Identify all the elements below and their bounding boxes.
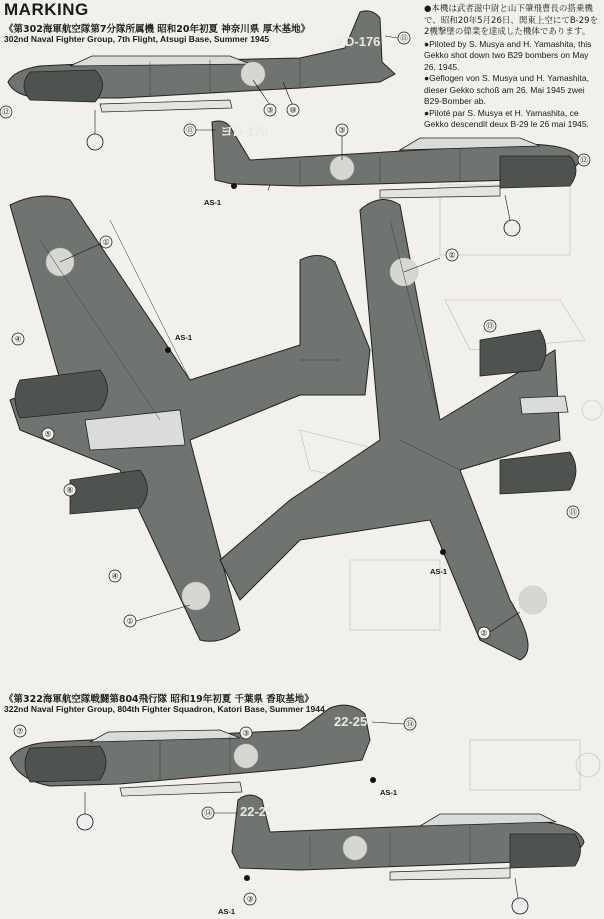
plan-top-view [10,196,370,641]
callout-4b: ④ [111,571,119,581]
callout-1b: ① [126,616,134,626]
tail-code-2a: 22-25 [334,714,368,729]
callout-11a: ⑪ [400,33,408,43]
callout-7: ⑦ [16,726,24,736]
plan-bottom-view [220,200,579,660]
note-french: ●Piloté par S. Musya et H. Yamashita, ce Gekko descendit deux B-29 le 26 mai 1945. [424,107,589,129]
as1-label-c: AS-1 [430,567,448,576]
callout-5: ⑤ [44,429,52,439]
callout-2b: ② [480,628,488,638]
scheme1-caption-jp: 《第302海軍航空隊第7分隊所属機 昭和20年初夏 神奈川県 厚木基地》 [4,24,311,35]
callout-14b: ⑭ [204,808,212,818]
profile-2-right [202,795,584,916]
callout-13a: ⑬ [486,321,494,331]
callout-3b: ③ [338,125,346,135]
callout-6: ⑥ [66,485,74,495]
tail-code-1: ヨD-176 [332,34,381,49]
note-japanese: ●本機は武者滋中尉と山下肇飛曹長の搭乗機で、昭和20年5月26日、関東上空にてB-29を2機撃墜の偉業を達成した機体であります。 [424,4,599,37]
callout-3a: ③ [266,105,274,115]
scheme2-caption-jp: 《第322海軍航空隊戦闘第804飛行隊 昭和19年初夏 千葉県 香取基地》 [4,694,314,705]
callout-12a: ⑫ [2,107,10,117]
page-title: MARKING [4,0,89,19]
callout-12b: ⑫ [580,155,588,165]
callout-2a: ② [448,250,456,260]
as1-label-e: AS-1 [218,907,236,916]
callout-1a: ① [102,237,110,247]
callout-4a: ④ [14,334,22,344]
callout-3c: ③ [242,728,250,738]
callout-3d: ③ [246,894,254,904]
as1-label-a: AS-1 [204,198,222,207]
tail-code-2b: 22-25 [240,804,274,819]
scheme2-caption-en: 322nd Naval Fighter Group, 804th Fighter Squadron, Katori Base, Summer 1944 [4,704,325,714]
as1-label-d: AS-1 [380,788,398,797]
as1-label-b: AS-1 [175,333,193,342]
note-german: ●Geflogen von S. Musya und H. Yamashita, dieser Gekko schoß am 26. Mai 1945 zwei B29-Bomber ab. [424,73,589,106]
callout-10: ⑩ [289,105,297,115]
callout-11b: ⑪ [186,125,194,135]
note-english: ●Piloted by S. Musya and H. Yamashita, this Gekko shot down two B29 bombers on May 26, 1945. [424,38,592,72]
callout-13b: ⑬ [569,507,577,517]
callout-14a: ⑭ [406,719,414,729]
scheme1-caption-en: 302nd Naval Fighter Group, 7th Flight, Atsugi Base, Summer 1945 [4,34,270,44]
profile-1-left [0,11,410,150]
tail-code-1b: ヨD-176 [220,124,269,139]
